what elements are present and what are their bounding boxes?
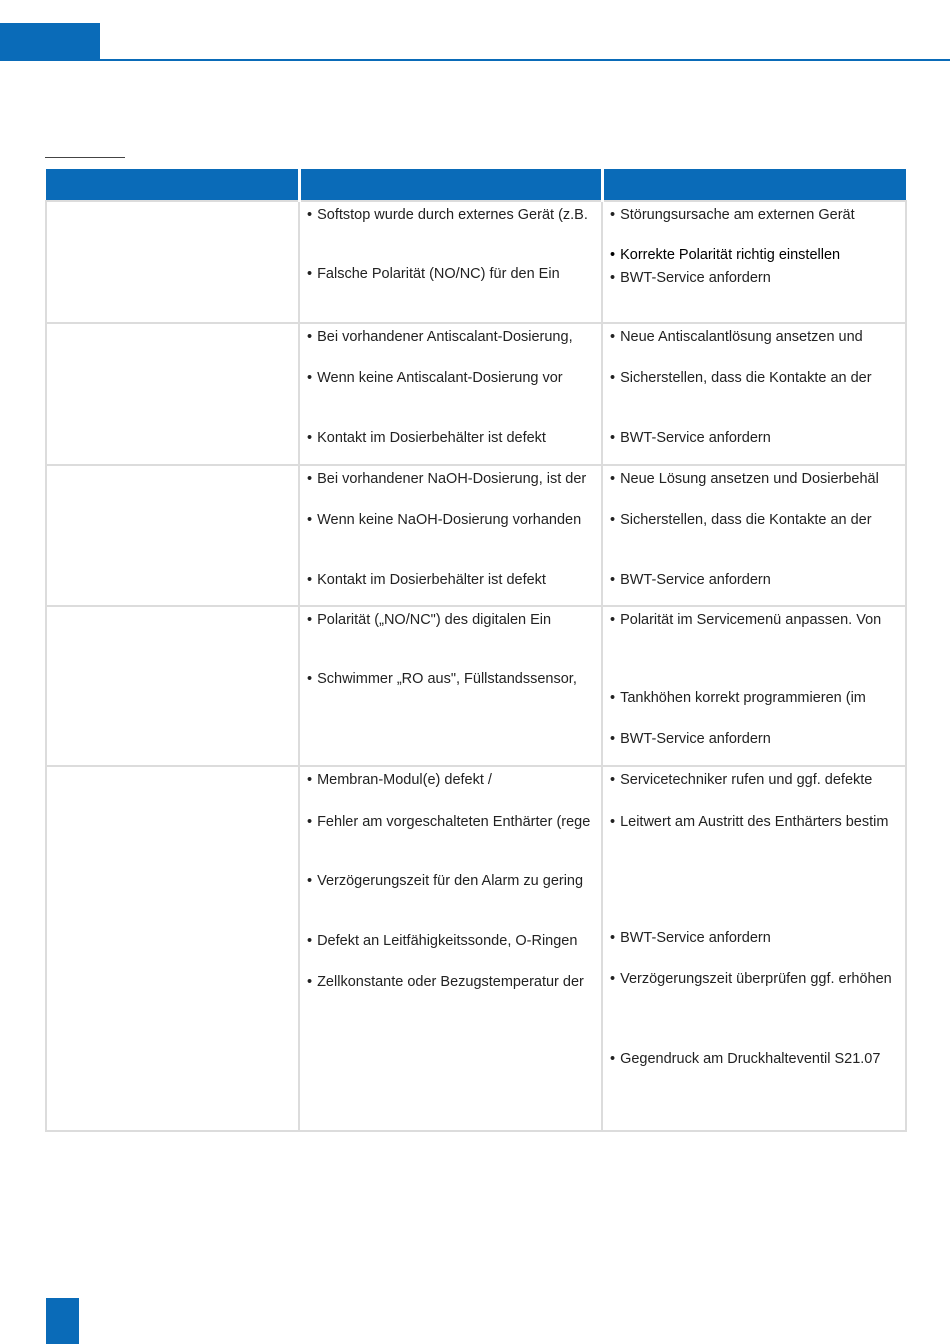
table-row bbox=[46, 323, 906, 465]
cause-cell bbox=[299, 465, 602, 606]
list-item: • Schwimmer „RO aus", Füllstandssensor, bbox=[307, 670, 599, 688]
list-item: • Falsche Polarität (NO/NC) für den Ein bbox=[307, 265, 599, 283]
list-item: • Leitwert am Austritt des Enthärters bestim bbox=[610, 813, 903, 831]
list-item: • Bei vorhandener NaOH-Dosierung, ist der bbox=[307, 470, 599, 488]
list-item: • Sicherstellen, dass die Kontakte an der bbox=[610, 511, 903, 529]
remedy-cell bbox=[602, 606, 906, 766]
list-item: • BWT-Service anfordern bbox=[610, 571, 903, 589]
cause-cell bbox=[299, 323, 602, 465]
list-item: • Gegendruck am Druckhalteventil S21.07 bbox=[610, 1050, 903, 1068]
list-item: • Wenn keine Antiscalant-Dosierung vor bbox=[307, 369, 599, 387]
list-item: • BWT-Service anfordern bbox=[610, 929, 903, 947]
table-header-row bbox=[46, 169, 906, 201]
list-item: • Softstop wurde durch externes Gerät (z.B. bbox=[307, 206, 599, 224]
list-item: • Verzögerungszeit überprüfen ggf. erhöhen bbox=[610, 970, 903, 988]
list-item: • Zellkonstante oder Bezugstemperatur der bbox=[307, 973, 599, 991]
cause-cell bbox=[299, 766, 602, 1131]
list-item: • Neue Lösung ansetzen und Dosierbehäl bbox=[610, 470, 903, 488]
list-item: • Kontakt im Dosierbehälter ist defekt bbox=[307, 429, 599, 447]
list-item: • Neue Antiscalantlösung ansetzen und bbox=[610, 328, 903, 346]
list-item: • Wenn keine NaOH-Dosierung vorhanden bbox=[307, 511, 599, 529]
list-item: • BWT-Service anfordern bbox=[610, 429, 903, 447]
header-tab bbox=[0, 23, 100, 61]
list-item: • Polarität („NO/NC") des digitalen Ein bbox=[307, 611, 599, 629]
table-row bbox=[46, 766, 906, 1131]
list-item: • BWT-Service anfordern bbox=[610, 730, 903, 748]
header-fault bbox=[46, 169, 299, 201]
table-row bbox=[46, 465, 906, 606]
fault-cell bbox=[46, 465, 299, 606]
list-item: • Polarität im Servicemenü anpassen. Von bbox=[610, 611, 903, 629]
table-row bbox=[46, 201, 906, 323]
fault-cell bbox=[46, 766, 299, 1131]
list-item: • Störungsursache am externen Gerät bbox=[610, 206, 903, 224]
list-item: • Korrekte Polarität richtig einstellen bbox=[610, 246, 903, 264]
cause-cell bbox=[299, 201, 602, 323]
fault-cell bbox=[46, 323, 299, 465]
page-number-tab bbox=[46, 1298, 79, 1344]
fault-cell bbox=[46, 201, 299, 323]
fault-cell bbox=[46, 606, 299, 766]
header-rule bbox=[100, 59, 950, 61]
list-item: • BWT-Service anfordern bbox=[610, 269, 903, 287]
header-remedy bbox=[602, 169, 906, 201]
list-item: • Verzögerungszeit für den Alarm zu gering bbox=[307, 872, 599, 890]
list-item: • Sicherstellen, dass die Kontakte an der bbox=[610, 369, 903, 387]
remedy-cell bbox=[602, 201, 906, 323]
list-item: • Kontakt im Dosierbehälter ist defekt bbox=[307, 571, 599, 589]
list-item: • Defekt an Leitfähigkeitssonde, O-Ringen bbox=[307, 932, 599, 950]
table-row bbox=[46, 606, 906, 766]
list-item: • Servicetechniker rufen und ggf. defekte bbox=[610, 771, 903, 789]
list-item: • Membran-Modul(e) defekt / bbox=[307, 771, 599, 789]
list-item: • Fehler am vorgeschalteten Enthärter (rege bbox=[307, 813, 599, 831]
fault-table bbox=[45, 169, 907, 1132]
remedy-cell bbox=[602, 766, 906, 1131]
list-item: • Bei vorhandener Antiscalant-Dosierung, bbox=[307, 328, 599, 346]
remedy-cell bbox=[602, 323, 906, 465]
section-underline bbox=[45, 157, 125, 158]
cause-cell bbox=[299, 606, 602, 766]
remedy-cell bbox=[602, 465, 906, 606]
header-cause bbox=[299, 169, 602, 201]
list-item: • Tankhöhen korrekt programmieren (im bbox=[610, 689, 903, 707]
